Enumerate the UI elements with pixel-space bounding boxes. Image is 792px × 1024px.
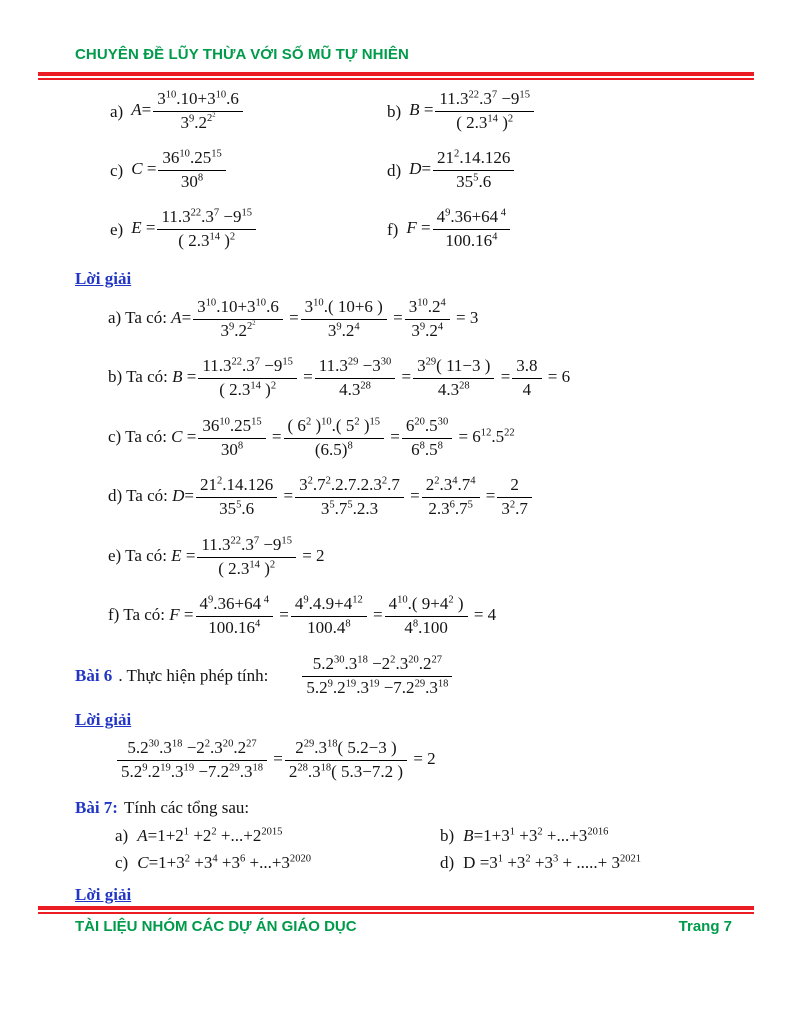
sum-formula: $D =3^1 +3^2 +3^3$ + .....+ $3^{2021}$ <box>463 852 642 872</box>
solution-line-f: f) Ta có: F = $\frac{4^9.36+64 ^4}{100.16^4}$ = $\frac{4^9.4.9+4^{12}}{100.4^8}$ = $\frac{4^{10}.( 9+4^2 )}{4^8.100}$ = 4 <box>108 594 497 638</box>
problem-item-c <box>110 143 387 198</box>
problem-label: e) <box>110 219 124 239</box>
solution-line-a: a) Ta có: A= $\frac{3^{10}.10+3^{10}.6}{3^9.2^{2^2}}$ = $\frac{3^{10}.( 10+6 )}{3^9.2^4}$ = $\frac{3^{10}.2^4}{3^9.2^4}$ = 3 <box>108 297 479 340</box>
divider-thin-line <box>38 78 754 80</box>
exercise-7-row <box>75 798 752 818</box>
sum-formula: $B=1+3^1 +3^2 +...+3^{2016}$ <box>463 825 609 845</box>
divider-thin-line <box>38 912 754 914</box>
solution-heading-2: Lời giải <box>75 710 132 730</box>
problem-formula: D= $\frac{21^2.14.126}{35^5.6}$ <box>409 148 516 192</box>
problem-item-d <box>387 143 752 198</box>
problem-item-b <box>387 84 752 139</box>
sum-item-b <box>440 826 752 846</box>
footer-left-text: TÀI LIỆU NHÓM CÁC DỰ ÁN GIÁO DỤC <box>75 918 357 935</box>
sum-item-c <box>115 853 440 873</box>
page-number: Trang 7 <box>678 918 732 935</box>
sum-item-d <box>440 853 752 873</box>
problem-formula: E = $\frac{11.3^{22}.3^7 -9^{15}}{( 2.3^{14} )^2}$ <box>131 207 258 251</box>
exercise-7-label: Bài 7: <box>75 797 118 817</box>
exercise-6-solution: $\frac{5.2^{30}.3^{18} -2^2.3^{20}.2^{27}}{5.2^9.2^{19}.3^{19} -7.2^{29}.3^{18}}$ = $\frac{2^{29}.3^{18}( 5.2-3 )}{2^{28}.3^{18}( 5.3-7.2 )}$ = 2 <box>115 738 752 782</box>
problem-item-a <box>110 84 387 139</box>
footer-divider <box>38 906 754 914</box>
exercise-7-items <box>75 826 752 873</box>
problem-item-f <box>387 202 752 257</box>
exercise-7-intro: Tính các tổng sau: <box>123 797 250 817</box>
solution-line-e: e) Ta có: E = $\frac{11.3^{22}.3^7 -9^{15}}{( 2.3^{14} )^2}$ = 2 <box>108 534 325 578</box>
problem-label: f) <box>387 219 399 239</box>
problem-list <box>75 84 752 257</box>
problem-label: a) <box>110 101 124 121</box>
problem-formula: A= $\frac{3^{10}.10+3^{10}.6}{3^9.2^{2^2}}$ <box>131 89 245 133</box>
problem-formula: F = $\frac{4^9.36+64 ^4}{100.16^4}$ <box>406 207 512 251</box>
exercise-6-intro: . Thực hiện phép tính: <box>118 666 269 686</box>
problem-label: b) <box>387 101 402 121</box>
sum-label: b) <box>440 825 455 845</box>
page-footer <box>75 918 732 935</box>
sum-label: c) <box>115 852 129 872</box>
problem-formula: C = $\frac{36^{10}.25^{15}}{30^8}$ <box>131 148 228 192</box>
sum-item-a <box>115 826 440 846</box>
page-header-title: CHUYÊN ĐỀ LŨY THỪA VỚI SỐ MŨ TỰ NHIÊN <box>75 46 409 63</box>
problem-label: d) <box>387 160 402 180</box>
problem-formula: B = $\frac{11.3^{22}.3^7 -9^{15}}{( 2.3^{14} )^2}$ <box>409 89 536 133</box>
solution-line-c: c) Ta có: C = $\frac{36^{10}.25^{15}}{30^8}$ = $\frac{( 6^2 )^{10}.( 5^2 )^{15}}{(6.5)^8}$ = $\frac{6^{20}.5^{30}}{6^8.5^8}$ = $6^{12}.5^{22}$ <box>108 415 515 459</box>
sum-formula: $C=1+3^2 +3^4 +3^6 +...+3^{2020}$ <box>137 852 311 872</box>
exercise-6-row <box>75 654 752 698</box>
sum-label: a) <box>115 825 129 845</box>
document-body <box>75 84 752 911</box>
sum-label: d) <box>440 852 455 872</box>
exercise-6-formula: $\frac{5.2^{30}.3^{18} -2^2.3^{20}.2^{27}}{5.2^9.2^{19}.3^{19} -7.2^{29}.3^{18}}$ <box>300 654 454 698</box>
header-divider <box>38 72 754 80</box>
solution-heading-3: Lời giải <box>75 884 132 904</box>
solution-heading-1: Lời giải <box>75 269 132 288</box>
problem-label: c) <box>110 160 124 180</box>
sum-formula: $A=1+2^1 +2^2 +...+2^{2015}$ <box>137 825 283 845</box>
solution-line-b: b) Ta có: B = $\frac{11.3^{22}.3^7 -9^{15}}{( 2.3^{14} )^2}$ = $\frac{11.3^{29} -3^{30}}{4.3^{28}}$ = $\frac{3^{29}( 11-3 )}{4.3^{28}}$ = $\frac{3.8}{4}$ = 6 <box>108 356 571 400</box>
solution-line-d: d) Ta có: D= $\frac{21^2.14.126}{35^5.6}$ = $\frac{3^2.7^2.2.7.2.3^2.7}{3^5.7^5.2.3}$ = $\frac{2^2.3^4.7^4}{2.3^6.7^5}$ = $\frac{2}{3^2.7}$ <box>108 475 752 519</box>
problem-item-e <box>110 202 387 257</box>
exercise-6-label: Bài 6 <box>75 666 113 686</box>
